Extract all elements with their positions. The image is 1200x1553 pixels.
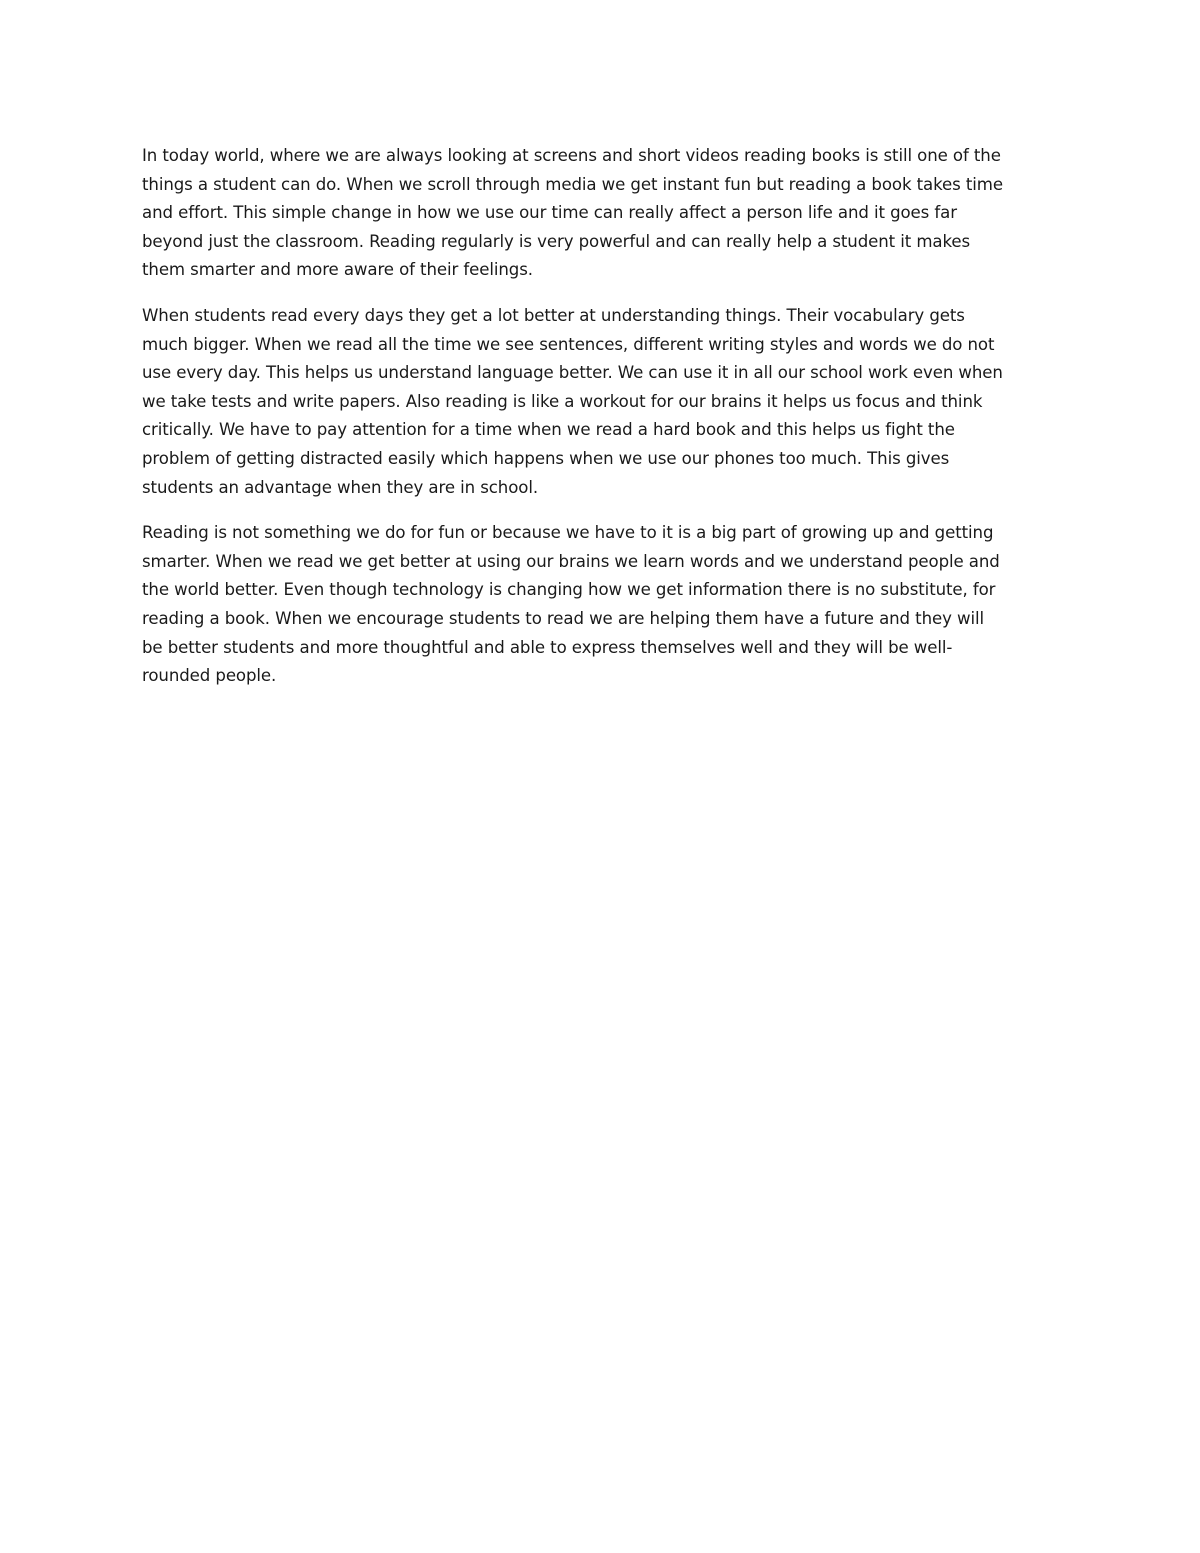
text-line: reading a book. When we encourage students to read we are helping them have a future and they will — [142, 608, 984, 628]
text-line: rounded people. — [142, 666, 277, 686]
text-line: them smarter and more aware of their feelings. — [142, 260, 533, 280]
text-line: critically. We have to pay attention for a time when we read a hard book and this helps us fight the — [142, 420, 955, 440]
paragraph-1 — [142, 142, 1060, 285]
text-line: Reading is not something we do for fun or because we have to it is a big part of growing up and getting — [142, 523, 994, 543]
text-line: be better students and more thoughtful and able to express themselves well and they will be well- — [142, 637, 953, 657]
text-line: When students read every days they get a lot better at understanding things. Their vocabulary gets — [142, 305, 965, 325]
text-line: we take tests and write papers. Also reading is like a workout for our brains it helps us focus and think — [142, 391, 983, 411]
paragraph-3 — [142, 519, 1060, 691]
text-line: the world better. Even though technology is changing how we get information there is no substitute, for — [142, 580, 996, 600]
text-line: things a student can do. When we scroll through media we get instant fun but reading a book takes time — [142, 174, 1003, 194]
text-line: smarter. When we read we get better at using our brains we learn words and we understand people and — [142, 551, 1000, 571]
text-line: and effort. This simple change in how we use our time can really affect a person life and it goes far — [142, 203, 957, 223]
text-line: beyond just the classroom. Reading regularly is very powerful and can really help a student it makes — [142, 231, 971, 251]
text-line: use every day. This helps us understand language better. We can use it in all our school work even when — [142, 363, 1003, 383]
text-line: In today world, where we are always looking at screens and short videos reading books is still one of the — [142, 146, 1001, 165]
paragraph-2 — [142, 302, 1060, 502]
text-line: problem of getting distracted easily which happens when we use our phones too much. This gives — [142, 448, 950, 468]
text-line: much bigger. When we read all the time we see sentences, different writing styles and words we do not — [142, 334, 995, 354]
text-line: students an advantage when they are in school. — [142, 477, 539, 497]
document-body — [142, 142, 1060, 708]
